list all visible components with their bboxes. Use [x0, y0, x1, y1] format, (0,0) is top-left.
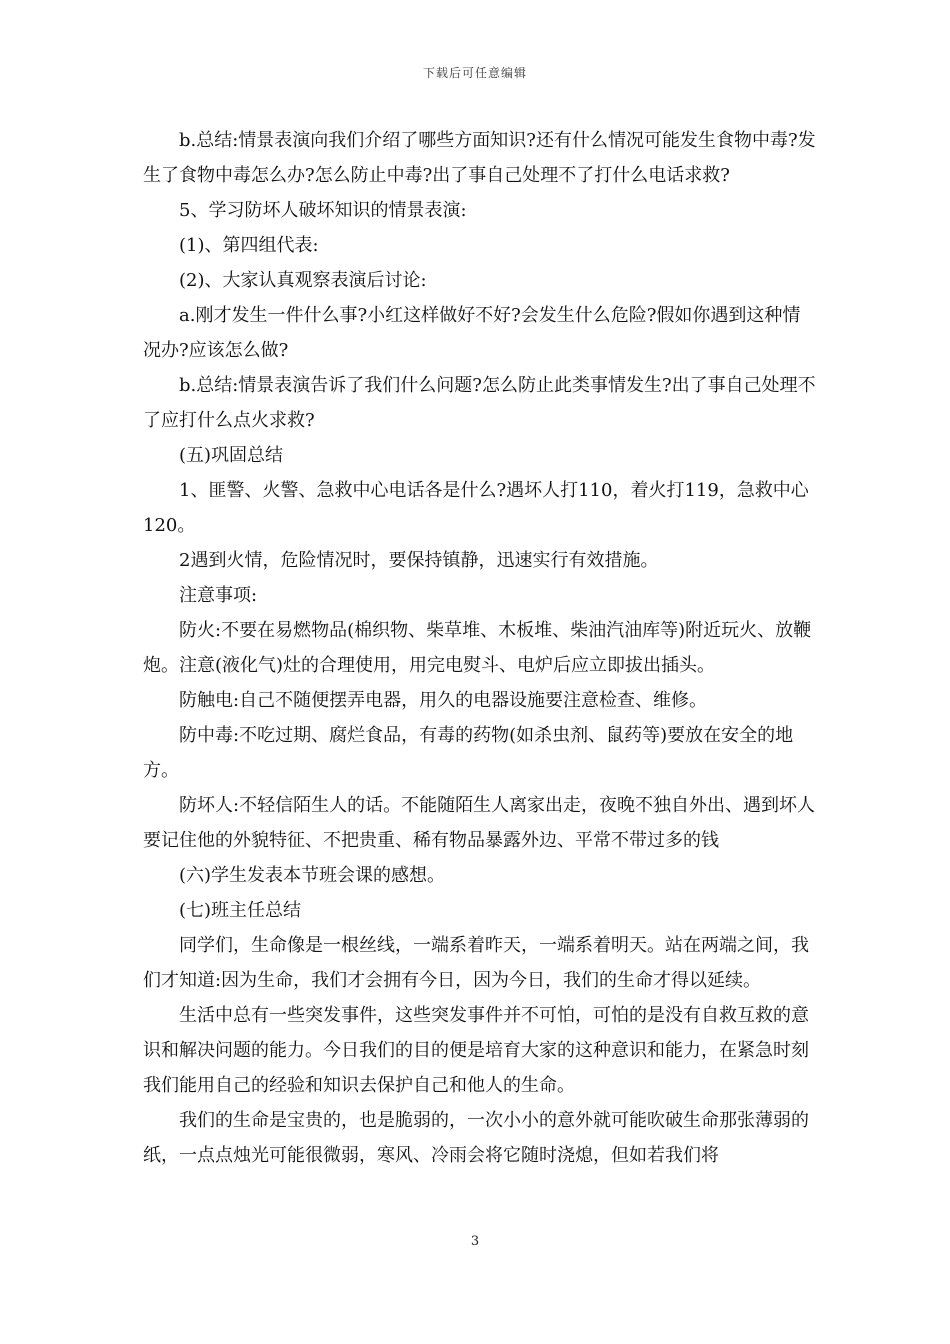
page-number: 3: [470, 1234, 480, 1249]
paragraph: 防坏人:不轻信陌生人的话。不能随陌生人离家出走，夜晚不独自外出、遇到坏人要记住他的外貌特征、不把贵重、稀有物品暴露外边、平常不带过多的钱: [143, 795, 816, 851]
paragraph: b.总结:情景表演向我们介绍了哪些方面知识?还有什么情况可能发生食物中毒?发生了食物中毒怎么办?怎么防止中毒?出了事自己处理不了打什么电话求救?: [143, 130, 816, 186]
paragraph: (1)、第四组代表:: [179, 235, 319, 256]
paragraph: 同学们，生命像是一根丝线，一端系着昨天，一端系着明天。站在两端之间，我们才知道:因为生命，我们才会拥有今日，因为今日，我们的生命才得以延续。: [143, 935, 809, 991]
paragraph: 防触电:自己不随便摆弄电器，用久的电器设施要注意检查、维修。: [179, 690, 708, 711]
paragraph: 防火:不要在易燃物品(棉织物、柴草堆、木板堆、柴油汽油库等)附近玩火、放鞭炮。注意(液化气)灶的合理使用，用完电熨斗、电炉后应立即拔出插头。: [143, 620, 812, 676]
section-heading: (五)巩固总结: [179, 445, 284, 466]
page-header: 下载后可任意编辑: [422, 66, 527, 80]
paragraph: 防中毒:不吃过期、腐烂食品，有毒的药物(如杀虫剂、鼠药等)要放在安全的地方。: [143, 725, 794, 781]
paragraph: 5、学习防坏人破坏知识的情景表演:: [179, 200, 467, 221]
document-body: [143, 123, 818, 1173]
paragraph: 1、匪警、火警、急救中心电话各是什么?遇坏人打110，着火打119，急救中心120。: [143, 480, 809, 536]
section-heading: (七)班主任总结: [179, 900, 302, 921]
section-heading: (六)学生发表本节班会课的感想。: [179, 865, 446, 886]
paragraph: b.总结:情景表演告诉了我们什么问题?怎么防止此类事情发生?出了事自己处理不了应打什么点火求救?: [143, 375, 816, 431]
paragraph: (2)、大家认真观察表演后讨论:: [179, 270, 427, 291]
paragraph: 生活中总有一些突发事件，这些突发事件并不可怕，可怕的是没有自救互救的意识和解决问题的能力。今日我们的目的便是培育大家的这种意识和能力，在紧急时刻我们能用自己的经验和知识去保护自己和他人的生命。: [143, 1005, 809, 1096]
paragraph: 2遇到火情，危险情况时，要保持镇静，迅速实行有效措施。: [179, 550, 659, 571]
section-heading: 注意事项:: [179, 585, 258, 606]
paragraph: 我们的生命是宝贵的，也是脆弱的，一次小小的意外就可能吹破生命那张薄弱的纸，一点点烛光可能很微弱，寒风、冷雨会将它随时浇熄，但如若我们将: [143, 1110, 809, 1166]
paragraph: a.刚才发生一件什么事?小红这样做好不好?会发生什么危险?假如你遇到这种情况办?应该怎么做?: [143, 305, 801, 361]
